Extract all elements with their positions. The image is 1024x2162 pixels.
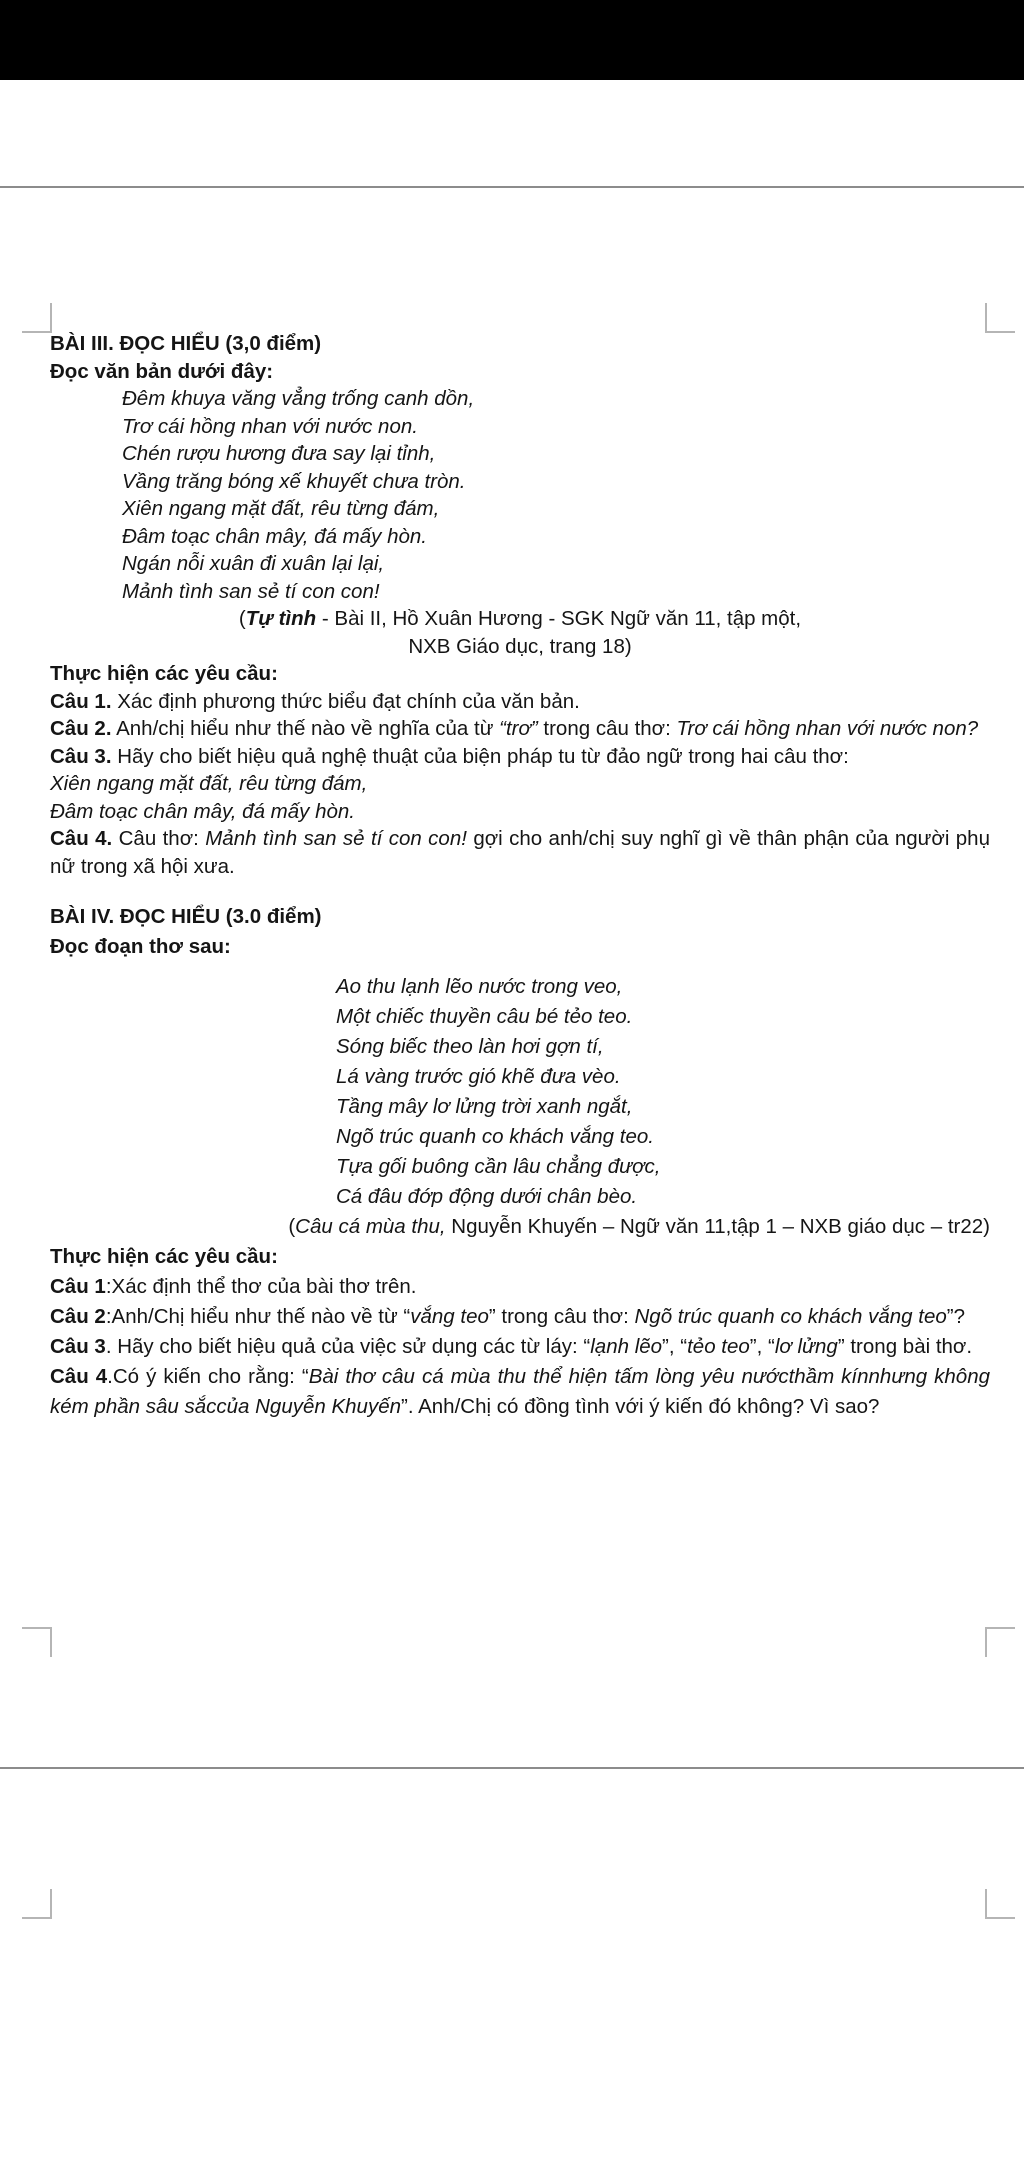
document-page — [50, 330, 990, 1422]
page-corner-mark — [22, 1889, 52, 1919]
poem-line: Sóng biếc theo làn hơi gợn tí, — [336, 1035, 604, 1058]
page-corner-mark — [22, 1627, 52, 1657]
poem-line: Vầng trăng bóng xế khuyết chưa tròn. — [122, 469, 466, 493]
part3-q3: Câu 3. Hãy cho biết hiệu quả nghệ thuật của biện pháp tu từ đảo ngữ trong hai câu thơ: — [50, 744, 849, 768]
part4-source: (Câu cá mùa thu, Nguyễn Khuyến – Ngữ văn 11,tập 1 – NXB giáo dục – tr22) — [288, 1215, 990, 1238]
part3-instruction: Đọc văn bản dưới đây: — [50, 359, 274, 383]
poem-line: Mảnh tình san sẻ tí con con! — [122, 579, 380, 603]
part3-q4: Câu 4. Câu thơ: Mảnh tình san sẻ tí con con! gợi cho anh/chị suy nghĩ gì về thân phận của người phụ nữ trong xã hội xưa. — [50, 827, 990, 878]
page-separator-top — [0, 186, 1024, 188]
part3-q3-line1: Xiên ngang mặt đất, rêu từng đám, — [50, 772, 368, 795]
poem-line: Trơ cái hồng nhan với nước non. — [122, 414, 418, 438]
part3-q1: Câu 1. Xác định phương thức biểu đạt chính của văn bản. — [50, 689, 580, 713]
poem-line: Tầng mây lơ lửng trời xanh ngắt, — [336, 1095, 633, 1118]
page-corner-mark — [22, 303, 52, 333]
poem-line: Ngõ trúc quanh co khách vắng teo. — [336, 1125, 654, 1148]
part4-q1: Câu 1:Xác định thể thơ của bài thơ trên. — [50, 1275, 417, 1298]
part3-source: (Tự tình - Bài II, Hồ Xuân Hương - SGK Ngữ văn 11, tập một, NXB Giáo dục, trang 18) — [238, 607, 802, 658]
poem-line: Ao thu lạnh lẽo nước trong veo, — [336, 975, 623, 998]
part4-title: BÀI IV. ĐỌC HIỂU (3.0 điểm) — [50, 905, 322, 928]
poem-line: Ngán nỗi xuân đi xuân lại lại, — [122, 552, 385, 575]
part4 — [50, 902, 990, 1422]
poem-line: Đêm khuya văng vẳng trống canh dồn, — [122, 387, 475, 410]
poem-line: Cá đâu đớp động dưới chân bèo. — [336, 1185, 638, 1208]
page-corner-mark — [985, 1889, 1015, 1919]
poem-line: Lá vàng trước gió khẽ đưa vèo. — [336, 1065, 621, 1088]
part3-q3-line2: Đâm toạc chân mây, đá mấy hòn. — [50, 799, 355, 823]
part4-instruction: Đọc đoạn thơ sau: — [50, 935, 231, 958]
source-title: Tự tình — [245, 607, 317, 630]
part3-title: BÀI III. ĐỌC HIỂU (3,0 điểm) — [50, 332, 322, 355]
part3-poem — [50, 385, 990, 605]
part4-poem — [336, 972, 990, 1212]
page-separator-bottom — [0, 1767, 1024, 1769]
page-corner-mark — [985, 1627, 1015, 1657]
poem-line: Xiên ngang mặt đất, rêu từng đám, — [122, 497, 440, 520]
top-black-bar — [0, 0, 1024, 80]
part4-q3: Câu 3. Hãy cho biết hiệu quả của việc sử dụng các từ láy: “lạnh lẽo”, “tẻo teo”, “lơ lửng” trong bài thơ. — [50, 1335, 973, 1358]
poem-line: Tựa gối buông cần lâu chẳng được, — [336, 1155, 661, 1178]
part3-requirements: Thực hiện các yêu cầu: — [50, 662, 278, 685]
poem-line: Chén rượu hương đưa say lại tỉnh, — [122, 442, 436, 465]
poem-line: Một chiếc thuyền câu bé tẻo teo. — [336, 1005, 633, 1028]
part4-q4: Câu 4.Có ý kiến cho rằng: “Bài thơ câu cá mùa thu thể hiện tấm lòng yêu nướcthầm kínnhưng không kém phần sâu sắccủa Nguyễn Khuyến”. Anh/Chị có đồng tình với ý kiến đó không? Vì sao? — [50, 1365, 991, 1418]
part4-q2: Câu 2:Anh/Chị hiểu như thế nào về từ “vắng teo” trong câu thơ: Ngõ trúc quanh co khách vắng teo”? — [50, 1305, 965, 1328]
page-corner-mark — [985, 303, 1015, 333]
poem-line: Đâm toạc chân mây, đá mấy hòn. — [122, 524, 427, 548]
part4-requirements: Thực hiện các yêu cầu: — [50, 1245, 278, 1268]
part3-q2: Câu 2. Anh/chị hiểu như thế nào về nghĩa của từ “trơ” trong câu thơ: Trơ cái hồng nhan với nước non? — [50, 717, 979, 740]
